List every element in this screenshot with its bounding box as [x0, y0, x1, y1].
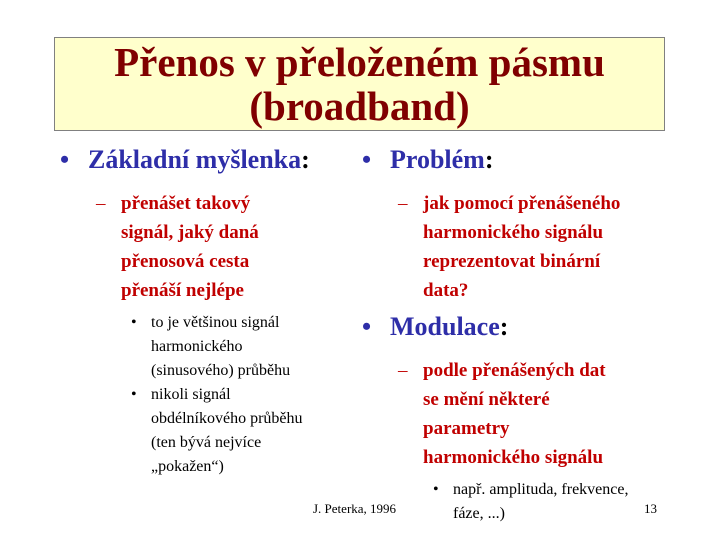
left-sub-line-2: signál, jaký daná — [121, 222, 259, 243]
bullet-icon: • — [131, 386, 137, 403]
bullet-icon: • — [131, 314, 137, 331]
modulation-sub-line-3: parametry — [423, 418, 510, 439]
bullet-icon: • — [362, 312, 372, 341]
problem-heading-text: Problém — [390, 145, 485, 174]
left-heading — [58, 145, 358, 175]
problem-subpoint — [360, 189, 690, 305]
bullet-icon: • — [60, 145, 70, 174]
left-column — [58, 145, 358, 479]
left-bullet-2-line-2: obdélníkového průběhu — [151, 410, 303, 427]
right-column — [360, 145, 690, 526]
left-bullet-2-line-3: (ten bývá nejvíce — [151, 434, 262, 451]
left-sub-line-4: přenáší nejlépe — [121, 280, 244, 301]
left-bullet-1-line-2: harmonického — [151, 338, 243, 355]
slide-title-line-2: (broadband) — [249, 83, 470, 129]
page-number: 13 — [644, 501, 657, 516]
problem-sub-line-2: harmonického signálu — [423, 222, 604, 243]
dash-icon: – — [96, 193, 106, 214]
left-sub-line-1: přenášet takový — [121, 193, 251, 214]
modulation-bullet-list — [360, 478, 690, 526]
left-subpoint — [58, 189, 358, 305]
left-heading-text: Základní myšlenka — [88, 145, 302, 174]
problem-heading — [360, 145, 690, 175]
modulation-bullet-line-1: např. amplituda, frekvence, — [453, 481, 629, 498]
left-bullet-1-line-1: to je většinou signál — [151, 314, 280, 331]
left-sub-line-3: přenosová cesta — [121, 251, 250, 272]
modulation-heading-text: Modulace — [390, 312, 500, 341]
modulation-sub-line-1: podle přenášených dat — [423, 360, 606, 381]
dash-icon: – — [398, 193, 408, 214]
left-bullet-2-line-4: „pokažen“) — [151, 458, 224, 475]
problem-sub-line-3: reprezentovat binární — [423, 251, 601, 272]
bullet-icon: • — [362, 145, 372, 174]
left-bullet-list — [58, 311, 358, 479]
modulation-sub-line-2: se mění některé — [423, 389, 550, 410]
modulation-subpoint — [360, 356, 690, 472]
left-bullet-2-line-1: nikoli signál — [151, 386, 231, 403]
modulation-bullet — [360, 478, 690, 526]
left-bullet-1 — [58, 311, 358, 383]
modulation-heading-colon: : — [499, 312, 509, 341]
dash-icon: – — [398, 360, 408, 381]
problem-heading-colon: : — [484, 145, 494, 174]
problem-sub-line-1: jak pomocí přenášeného — [423, 193, 621, 214]
bullet-icon: • — [433, 481, 439, 498]
modulation-heading — [360, 312, 690, 342]
left-bullet-1-line-3: (sinusového) průběhu — [151, 362, 291, 379]
footer-author: J. Peterka, 1996 — [313, 501, 397, 516]
slide-title-box — [54, 37, 665, 131]
modulation-sub-line-4: harmonického signálu — [423, 447, 604, 468]
slide-title-line-1: Přenos v přeloženém pásmu — [114, 39, 605, 85]
problem-sub-line-4: data? — [423, 280, 469, 301]
left-heading-colon: : — [301, 145, 310, 174]
left-bullet-2 — [58, 383, 358, 479]
modulation-bullet-line-2: fáze, ...) — [453, 505, 505, 522]
